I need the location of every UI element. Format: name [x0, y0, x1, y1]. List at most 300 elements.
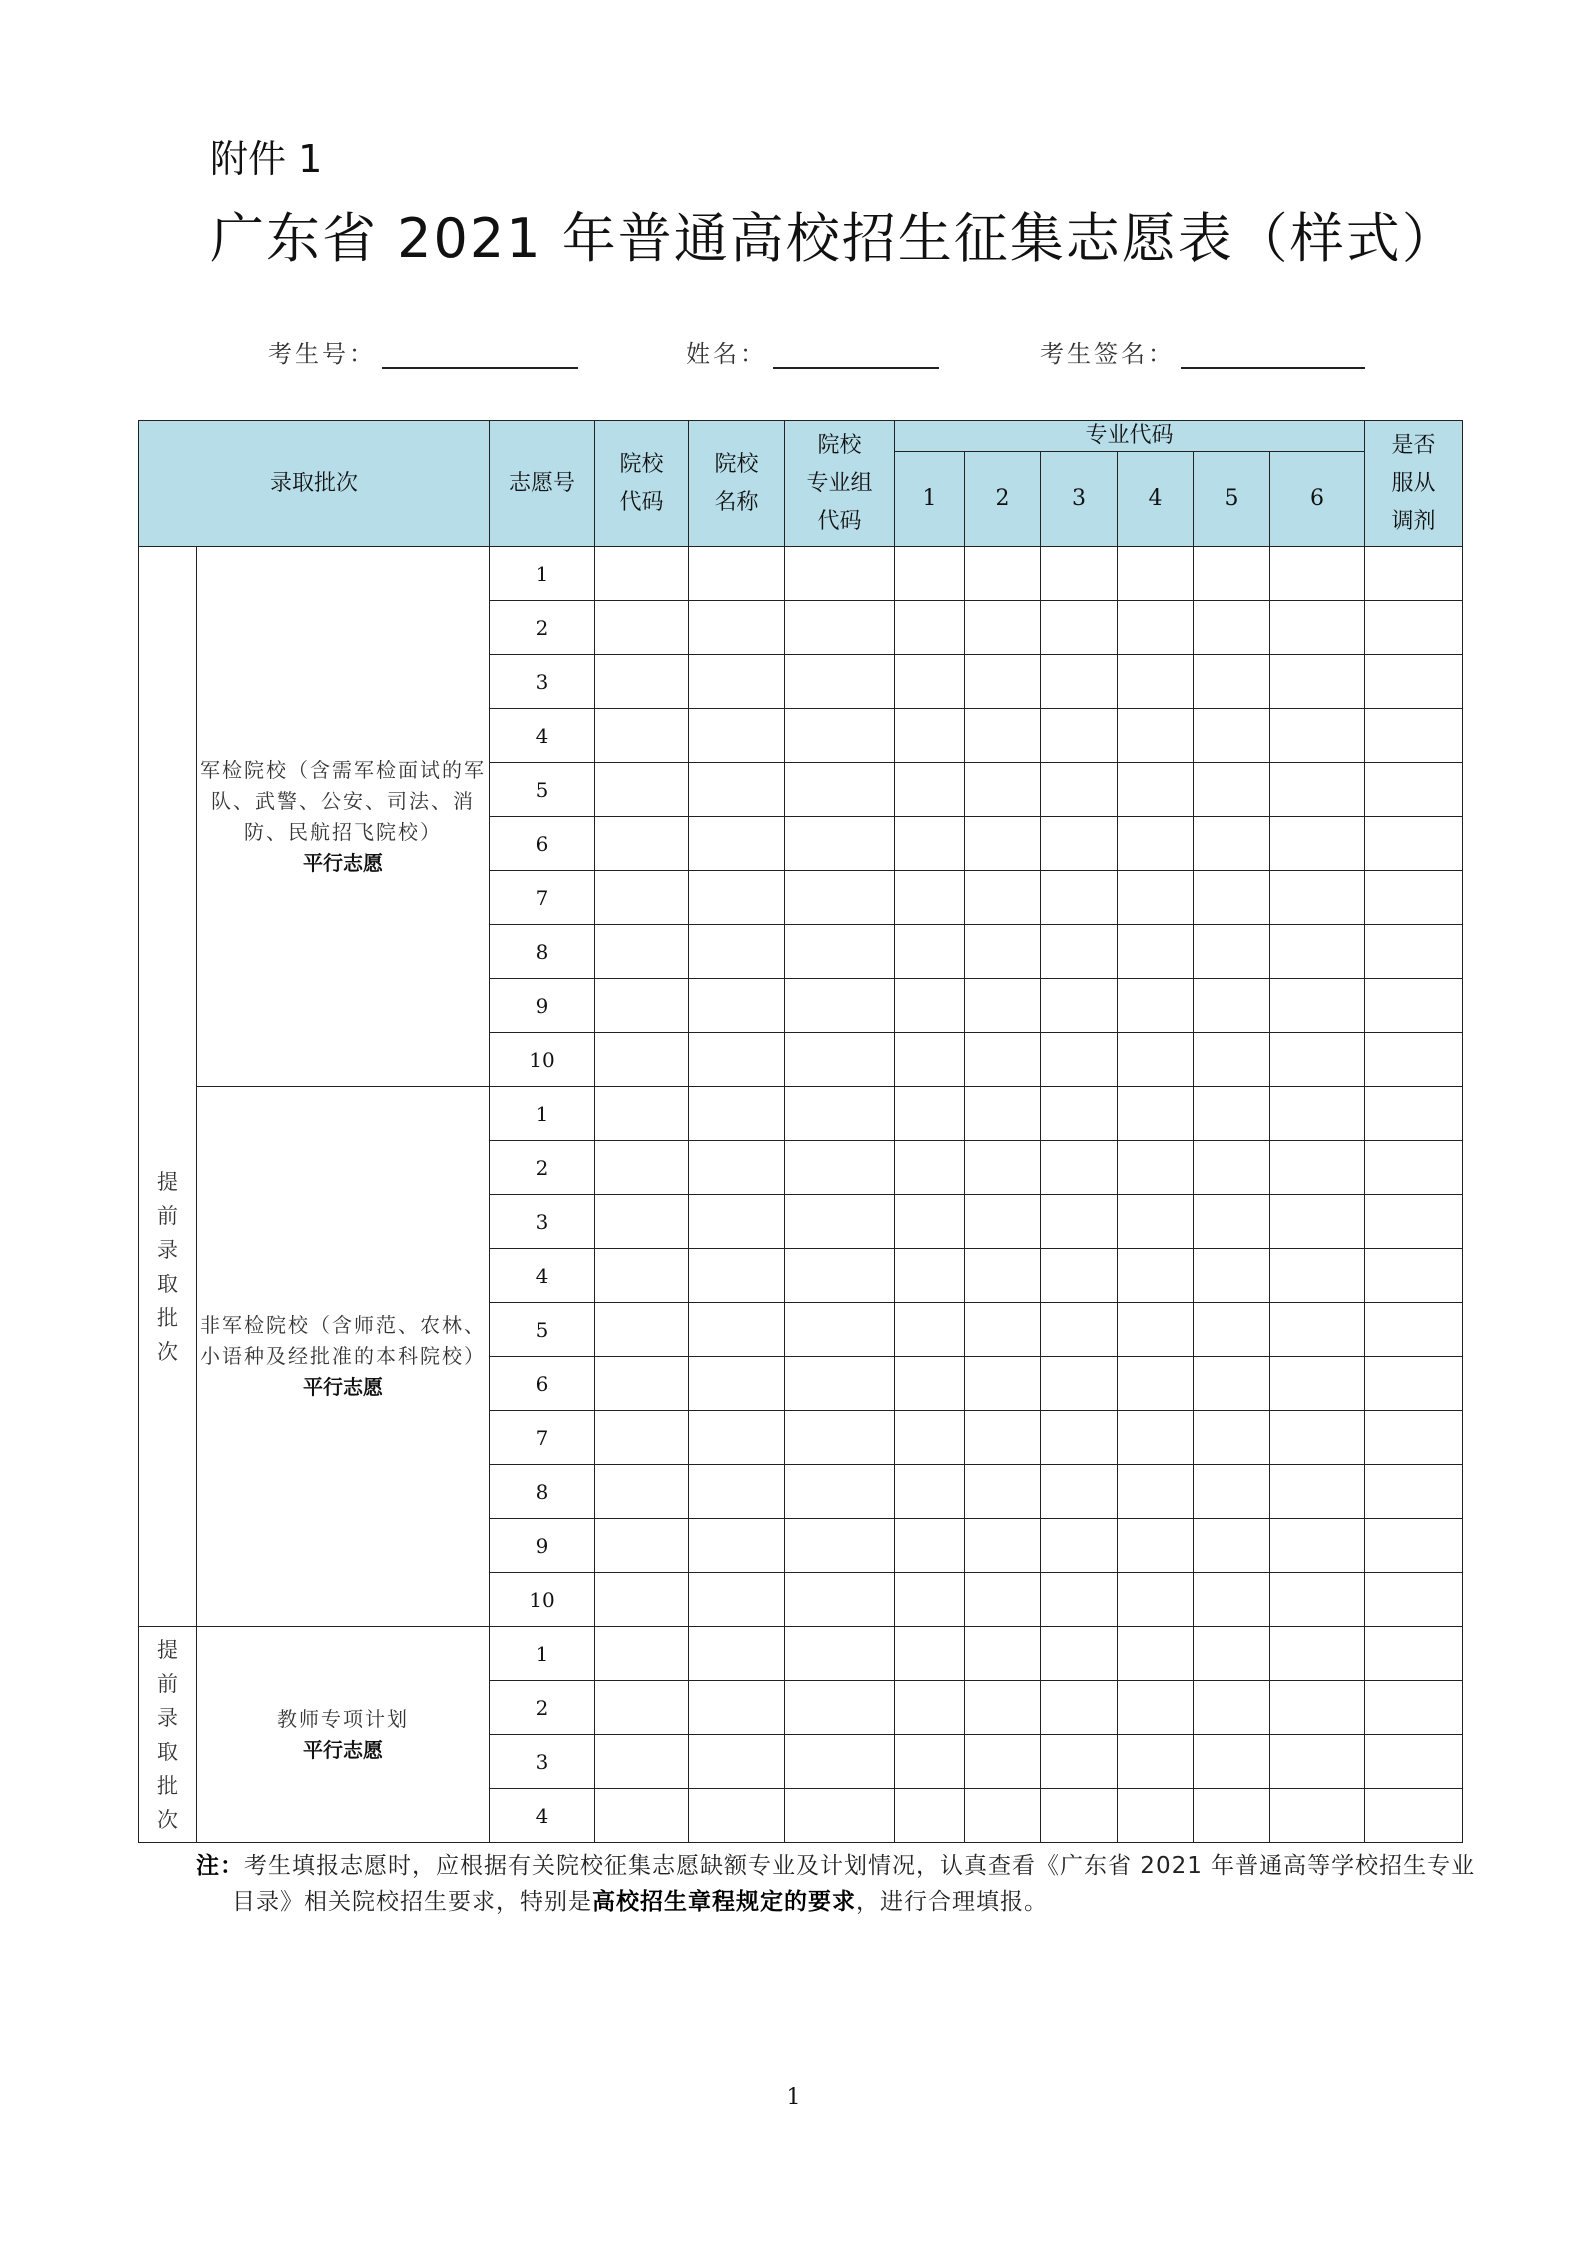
input-cell[interactable] [965, 1573, 1041, 1627]
input-cell[interactable] [965, 1087, 1041, 1141]
input-cell[interactable] [1365, 601, 1463, 655]
input-cell[interactable] [1365, 817, 1463, 871]
input-cell[interactable] [965, 925, 1041, 979]
input-cell[interactable] [1270, 1411, 1365, 1465]
input-cell[interactable] [1194, 709, 1270, 763]
input-cell[interactable] [689, 925, 785, 979]
input-cell[interactable] [895, 1627, 965, 1681]
input-cell[interactable] [1041, 1303, 1118, 1357]
input-cell[interactable] [689, 709, 785, 763]
input-cell[interactable] [1041, 1411, 1118, 1465]
input-cell[interactable] [1118, 979, 1194, 1033]
input-cell[interactable] [1118, 1519, 1194, 1573]
input-cell[interactable] [965, 1627, 1041, 1681]
input-cell[interactable] [1118, 1195, 1194, 1249]
input-cell[interactable] [1365, 1681, 1463, 1735]
choice-number: 2 [490, 601, 595, 655]
input-cell[interactable] [1194, 601, 1270, 655]
input-cell[interactable] [689, 1033, 785, 1087]
input-cell[interactable] [1118, 925, 1194, 979]
input-cell[interactable] [1041, 1087, 1118, 1141]
choice-number: 1 [490, 1087, 595, 1141]
exam-number-line[interactable] [382, 337, 578, 369]
input-cell[interactable] [1041, 1357, 1118, 1411]
batch-label: 提前录取批次 [157, 1637, 178, 1832]
input-cell[interactable] [1270, 1681, 1365, 1735]
header-school-name: 院校 名称 [689, 421, 785, 547]
input-cell[interactable] [1270, 1465, 1365, 1519]
choice-number: 6 [490, 1357, 595, 1411]
input-cell[interactable] [1041, 709, 1118, 763]
input-cell[interactable] [1365, 1411, 1463, 1465]
input-cell[interactable] [1365, 1141, 1463, 1195]
input-cell[interactable] [895, 1411, 965, 1465]
input-cell[interactable] [689, 871, 785, 925]
input-cell[interactable] [1041, 547, 1118, 601]
input-cell[interactable] [895, 547, 965, 601]
input-cell[interactable] [595, 1303, 689, 1357]
input-cell[interactable] [1270, 1519, 1365, 1573]
input-cell[interactable] [895, 1573, 965, 1627]
choice-number: 5 [490, 1303, 595, 1357]
input-cell[interactable] [1194, 817, 1270, 871]
input-cell[interactable] [689, 1087, 785, 1141]
input-cell[interactable] [595, 1789, 689, 1843]
batch-label: 提前录取批次 [157, 1169, 178, 1364]
input-cell[interactable] [895, 1033, 965, 1087]
input-cell[interactable] [895, 709, 965, 763]
input-cell[interactable] [1270, 655, 1365, 709]
input-cell[interactable] [689, 1735, 785, 1789]
input-cell[interactable] [965, 547, 1041, 601]
header-school-code: 院校 代码 [595, 421, 689, 547]
input-cell[interactable] [1365, 1519, 1463, 1573]
input-cell[interactable] [895, 601, 965, 655]
input-cell[interactable] [1041, 1681, 1118, 1735]
input-cell[interactable] [895, 763, 965, 817]
header-choice-no: 志愿号 [490, 421, 595, 547]
input-cell[interactable] [1365, 1465, 1463, 1519]
input-cell[interactable] [1118, 871, 1194, 925]
input-cell[interactable] [595, 871, 689, 925]
input-cell[interactable] [1270, 763, 1365, 817]
signature-line[interactable] [1181, 337, 1365, 369]
input-cell[interactable] [1365, 709, 1463, 763]
input-cell[interactable] [1194, 1357, 1270, 1411]
input-cell[interactable] [1365, 763, 1463, 817]
input-cell[interactable] [1118, 601, 1194, 655]
input-cell[interactable] [1365, 871, 1463, 925]
input-cell[interactable] [895, 1249, 965, 1303]
input-cell[interactable] [689, 1195, 785, 1249]
input-cell[interactable] [1194, 1087, 1270, 1141]
input-cell[interactable] [1118, 763, 1194, 817]
input-cell[interactable] [595, 709, 689, 763]
input-cell[interactable] [895, 1087, 965, 1141]
input-cell[interactable] [595, 1087, 689, 1141]
input-cell[interactable] [785, 1087, 895, 1141]
input-cell[interactable] [895, 1141, 965, 1195]
input-cell[interactable] [1270, 1303, 1365, 1357]
input-cell[interactable] [965, 1735, 1041, 1789]
category-label: 军检院校（含需军检面试的军队、武警、公安、司法、消防、民航招飞院校） [200, 757, 486, 844]
input-cell[interactable] [1270, 1735, 1365, 1789]
input-cell[interactable] [895, 1519, 965, 1573]
input-cell[interactable] [1041, 1141, 1118, 1195]
input-cell[interactable] [785, 1411, 895, 1465]
input-cell[interactable] [1118, 1087, 1194, 1141]
input-cell[interactable] [965, 655, 1041, 709]
input-cell[interactable] [785, 817, 895, 871]
choice-number: 1 [490, 547, 595, 601]
input-cell[interactable] [895, 1789, 965, 1843]
input-cell[interactable] [785, 709, 895, 763]
input-cell[interactable] [1365, 547, 1463, 601]
input-cell[interactable] [595, 763, 689, 817]
input-cell[interactable] [595, 1681, 689, 1735]
input-cell[interactable] [1194, 655, 1270, 709]
input-cell[interactable] [595, 1357, 689, 1411]
choice-number: 3 [490, 1735, 595, 1789]
input-cell[interactable] [1194, 979, 1270, 1033]
input-cell[interactable] [1365, 1573, 1463, 1627]
input-cell[interactable] [895, 817, 965, 871]
input-cell[interactable] [1194, 871, 1270, 925]
input-cell[interactable] [1270, 1249, 1365, 1303]
page-title: 广东省 2021 年普通高校招生征集志愿表（样式） [210, 207, 1458, 270]
input-cell[interactable] [1118, 1249, 1194, 1303]
input-cell[interactable] [689, 979, 785, 1033]
table-row [139, 1627, 1463, 1681]
choice-number: 4 [490, 1249, 595, 1303]
input-cell[interactable] [1365, 1033, 1463, 1087]
choice-number: 8 [490, 1465, 595, 1519]
input-cell[interactable] [785, 1627, 895, 1681]
input-cell[interactable] [1118, 1141, 1194, 1195]
input-cell[interactable] [1194, 547, 1270, 601]
input-cell[interactable] [1270, 817, 1365, 871]
input-cell[interactable] [1194, 1195, 1270, 1249]
input-cell[interactable] [785, 1681, 895, 1735]
input-cell[interactable] [1270, 1141, 1365, 1195]
input-cell[interactable] [1270, 1033, 1365, 1087]
input-cell[interactable] [595, 1249, 689, 1303]
input-cell[interactable] [1270, 979, 1365, 1033]
header-major-col: 5 [1194, 452, 1270, 547]
header-adjust: 是否 服从 调剂 [1365, 421, 1463, 547]
input-cell[interactable] [595, 547, 689, 601]
input-cell[interactable] [1041, 925, 1118, 979]
input-cell[interactable] [965, 817, 1041, 871]
input-cell[interactable] [1118, 817, 1194, 871]
input-cell[interactable] [689, 1465, 785, 1519]
input-cell[interactable] [965, 871, 1041, 925]
input-cell[interactable] [965, 1195, 1041, 1249]
input-cell[interactable] [1041, 979, 1118, 1033]
input-cell[interactable] [1041, 1195, 1118, 1249]
input-cell[interactable] [965, 1789, 1041, 1843]
input-cell[interactable] [895, 1681, 965, 1735]
input-cell[interactable] [689, 1681, 785, 1735]
input-cell[interactable] [1365, 1303, 1463, 1357]
input-cell[interactable] [689, 601, 785, 655]
input-cell[interactable] [1041, 1735, 1118, 1789]
input-cell[interactable] [895, 655, 965, 709]
input-cell[interactable] [1270, 547, 1365, 601]
input-cell[interactable] [689, 1357, 785, 1411]
input-cell[interactable] [1194, 1303, 1270, 1357]
input-cell[interactable] [1118, 709, 1194, 763]
input-cell[interactable] [1194, 1033, 1270, 1087]
input-cell[interactable] [895, 979, 965, 1033]
input-cell[interactable] [689, 1249, 785, 1303]
input-cell[interactable] [965, 1465, 1041, 1519]
input-cell[interactable] [595, 817, 689, 871]
input-cell[interactable] [1270, 1789, 1365, 1843]
input-cell[interactable] [595, 601, 689, 655]
input-cell[interactable] [1270, 1357, 1365, 1411]
input-cell[interactable] [965, 1519, 1041, 1573]
input-cell[interactable] [689, 1627, 785, 1681]
input-cell[interactable] [1041, 1573, 1118, 1627]
input-cell[interactable] [1270, 1087, 1365, 1141]
input-cell[interactable] [595, 1033, 689, 1087]
input-cell[interactable] [689, 1303, 785, 1357]
input-cell[interactable] [785, 1195, 895, 1249]
input-cell[interactable] [965, 1681, 1041, 1735]
choice-number: 4 [490, 709, 595, 763]
input-cell[interactable] [1041, 1627, 1118, 1681]
batch-cell [139, 547, 197, 1627]
input-cell[interactable] [785, 655, 895, 709]
input-cell[interactable] [895, 925, 965, 979]
input-cell[interactable] [1270, 871, 1365, 925]
input-cell[interactable] [1365, 1789, 1463, 1843]
input-cell[interactable] [965, 709, 1041, 763]
choice-number: 10 [490, 1033, 595, 1087]
input-cell[interactable] [1194, 1681, 1270, 1735]
input-cell[interactable] [689, 547, 785, 601]
input-cell[interactable] [1041, 1519, 1118, 1573]
choice-number: 6 [490, 817, 595, 871]
input-cell[interactable] [689, 1411, 785, 1465]
input-cell[interactable] [895, 1465, 965, 1519]
input-cell[interactable] [1041, 655, 1118, 709]
input-cell[interactable] [1194, 1573, 1270, 1627]
footnote [196, 1848, 1490, 1920]
category-cell [197, 547, 490, 1087]
input-cell[interactable] [1365, 1087, 1463, 1141]
input-cell[interactable] [1118, 1033, 1194, 1087]
header-major-col: 6 [1270, 452, 1365, 547]
signature-label: 考生签名： [1040, 340, 1175, 368]
name-label: 姓名： [686, 340, 767, 368]
input-cell[interactable] [895, 1195, 965, 1249]
table-row [139, 547, 1463, 601]
input-cell[interactable] [965, 1411, 1041, 1465]
input-cell[interactable] [895, 1357, 965, 1411]
input-cell[interactable] [1118, 1735, 1194, 1789]
input-cell[interactable] [1041, 601, 1118, 655]
input-cell[interactable] [785, 1141, 895, 1195]
input-cell[interactable] [785, 925, 895, 979]
input-cell[interactable] [1194, 1141, 1270, 1195]
category-type: 平行志愿 [303, 850, 383, 875]
input-cell[interactable] [1118, 1411, 1194, 1465]
input-cell[interactable] [1270, 925, 1365, 979]
name-field [686, 334, 939, 369]
input-cell[interactable] [1041, 1465, 1118, 1519]
input-cell[interactable] [595, 1141, 689, 1195]
category-type: 平行志愿 [303, 1375, 383, 1399]
input-cell[interactable] [1041, 763, 1118, 817]
input-cell[interactable] [1194, 1465, 1270, 1519]
input-cell[interactable] [1270, 1195, 1365, 1249]
input-cell[interactable] [1270, 1627, 1365, 1681]
input-cell[interactable] [595, 925, 689, 979]
input-cell[interactable] [785, 1573, 895, 1627]
footnote-suffix: ，进行合理填报。 [856, 1889, 1048, 1915]
input-cell[interactable] [895, 1303, 965, 1357]
category-cell [197, 1627, 490, 1843]
input-cell[interactable] [1365, 1627, 1463, 1681]
input-cell[interactable] [1270, 601, 1365, 655]
input-cell[interactable] [595, 1573, 689, 1627]
candidate-fields [0, 334, 1587, 374]
input-cell[interactable] [895, 1735, 965, 1789]
input-cell[interactable] [1194, 1249, 1270, 1303]
input-cell[interactable] [1365, 655, 1463, 709]
input-cell[interactable] [965, 1303, 1041, 1357]
input-cell[interactable] [689, 763, 785, 817]
input-cell[interactable] [689, 1789, 785, 1843]
input-cell[interactable] [785, 1033, 895, 1087]
page-number: 1 [786, 2085, 801, 2110]
footnote-text: 考生填报志愿时，应根据有关院校征集志愿缺额专业及计划情况，认真查看《广东省 2021 年普通高等学校招生专业目录》相关院校招生要求，特别是 [232, 1853, 1476, 1915]
choice-number: 7 [490, 1411, 595, 1465]
input-cell[interactable] [965, 979, 1041, 1033]
input-cell[interactable] [1270, 1573, 1365, 1627]
input-cell[interactable] [689, 1519, 785, 1573]
input-cell[interactable] [1365, 925, 1463, 979]
input-cell[interactable] [1118, 1465, 1194, 1519]
application-table [138, 420, 1463, 1843]
input-cell[interactable] [785, 763, 895, 817]
choice-number: 4 [490, 1789, 595, 1843]
choice-number: 2 [490, 1141, 595, 1195]
input-cell[interactable] [1118, 1357, 1194, 1411]
input-cell[interactable] [1118, 1573, 1194, 1627]
header-major-col: 4 [1118, 452, 1194, 547]
choice-number: 9 [490, 1519, 595, 1573]
input-cell[interactable] [785, 979, 895, 1033]
input-cell[interactable] [1194, 1411, 1270, 1465]
input-cell[interactable] [785, 1249, 895, 1303]
input-cell[interactable] [595, 979, 689, 1033]
input-cell[interactable] [785, 1303, 895, 1357]
choice-number: 2 [490, 1681, 595, 1735]
input-cell[interactable] [1365, 1195, 1463, 1249]
input-cell[interactable] [595, 1465, 689, 1519]
choice-number: 1 [490, 1627, 595, 1681]
exam-number-field [268, 334, 578, 369]
category-type: 平行志愿 [303, 1737, 383, 1762]
input-cell[interactable] [1194, 1789, 1270, 1843]
input-cell[interactable] [785, 547, 895, 601]
input-cell[interactable] [595, 1519, 689, 1573]
input-cell[interactable] [1194, 1735, 1270, 1789]
input-cell[interactable] [689, 1141, 785, 1195]
input-cell[interactable] [1041, 1033, 1118, 1087]
input-cell[interactable] [965, 763, 1041, 817]
input-cell[interactable] [689, 1573, 785, 1627]
input-cell[interactable] [1118, 547, 1194, 601]
category-label: 教师专项计划 [277, 1706, 409, 1731]
input-cell[interactable] [785, 871, 895, 925]
input-cell[interactable] [895, 871, 965, 925]
input-cell[interactable] [1041, 1789, 1118, 1843]
input-cell[interactable] [689, 655, 785, 709]
input-cell[interactable] [1194, 1519, 1270, 1573]
footnote-emphasis: 高校招生章程规定的要求 [592, 1889, 856, 1915]
choice-number: 8 [490, 925, 595, 979]
table-row [139, 1087, 1463, 1141]
input-cell[interactable] [785, 1789, 895, 1843]
input-cell[interactable] [1365, 1357, 1463, 1411]
input-cell[interactable] [1041, 1249, 1118, 1303]
input-cell[interactable] [1365, 1735, 1463, 1789]
input-cell[interactable] [785, 1465, 895, 1519]
choice-number: 5 [490, 763, 595, 817]
input-cell[interactable] [1118, 1681, 1194, 1735]
input-cell[interactable] [1041, 817, 1118, 871]
input-cell[interactable] [965, 1249, 1041, 1303]
input-cell[interactable] [1118, 1627, 1194, 1681]
input-cell[interactable] [965, 1033, 1041, 1087]
exam-number-label: 考生号： [268, 340, 376, 368]
category-label: 非军检院校（含师范、农林、小语种及经批准的本科院校） [200, 1313, 486, 1368]
input-cell[interactable] [785, 1735, 895, 1789]
choice-number: 10 [490, 1573, 595, 1627]
input-cell[interactable] [1270, 709, 1365, 763]
input-cell[interactable] [1194, 763, 1270, 817]
input-cell[interactable] [1194, 1627, 1270, 1681]
input-cell[interactable] [689, 817, 785, 871]
input-cell[interactable] [1365, 979, 1463, 1033]
input-cell[interactable] [595, 1411, 689, 1465]
input-cell[interactable] [785, 1519, 895, 1573]
input-cell[interactable] [1041, 871, 1118, 925]
input-cell[interactable] [595, 655, 689, 709]
input-cell[interactable] [595, 1627, 689, 1681]
input-cell[interactable] [965, 601, 1041, 655]
header-major-code: 专业代码 [895, 421, 1365, 452]
input-cell[interactable] [785, 1357, 895, 1411]
input-cell[interactable] [965, 1357, 1041, 1411]
input-cell[interactable] [595, 1195, 689, 1249]
input-cell[interactable] [595, 1735, 689, 1789]
input-cell[interactable] [1118, 1303, 1194, 1357]
input-cell[interactable] [785, 601, 895, 655]
input-cell[interactable] [1365, 1249, 1463, 1303]
input-cell[interactable] [1118, 655, 1194, 709]
name-line[interactable] [773, 337, 939, 369]
input-cell[interactable] [1194, 925, 1270, 979]
input-cell[interactable] [965, 1141, 1041, 1195]
input-cell[interactable] [1118, 1789, 1194, 1843]
choice-number: 7 [490, 871, 595, 925]
signature-field [1040, 334, 1365, 369]
